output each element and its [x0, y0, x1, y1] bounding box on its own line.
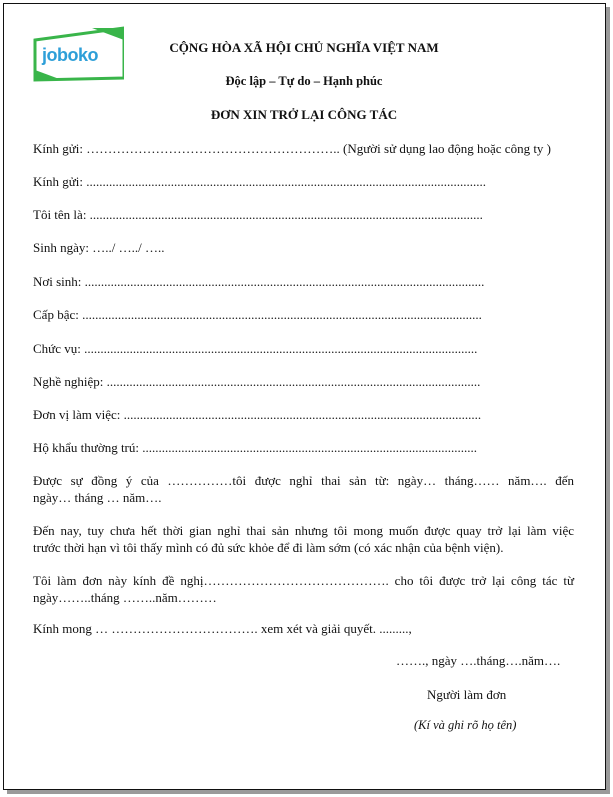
logo-wordmark: joboko	[42, 45, 98, 65]
paragraph-closing: Kính mong … ……………………………. xem xét và giải quyết. .........,	[33, 621, 412, 636]
paragraph-leave-line1: Được sự đồng ý của ……………tôi được nghỉ thai sản từ: ngày… tháng…… năm…. đến	[33, 473, 574, 488]
field-occupation: Nghề nghiệp: ...................................................................................................................	[33, 374, 481, 389]
field-birthplace: Nơi sinh: ...........................................................................................................................	[33, 274, 485, 289]
document-page	[3, 3, 606, 790]
field-name: Tôi tên là: .........................................................................................................................	[33, 207, 483, 222]
paragraph-request-line2: trước thời hạn vì tôi thấy mình có đủ sức khỏe để đi làm sớm (có xác nhận của bệnh viện).	[33, 540, 504, 555]
field-recipient-1: Kính gửi: ………………………………………………….. (Người sử dụng lao động hoặc công ty )	[33, 141, 552, 156]
field-position: Chức vụ: .........................................................................................................................	[33, 341, 478, 356]
signer-note: (Kí và ghi rõ họ tên)	[414, 718, 517, 732]
paragraph-proposal-line2: ngày……..tháng ……..năm………	[33, 590, 217, 605]
paragraph-request-line1: Đến nay, tuy chưa hết thời gian nghỉ thai sản nhưng tôi mong muốn được quay trở lại làm việc	[33, 523, 574, 538]
field-birthdate: Sinh ngày: …../ …../ …..	[33, 240, 165, 255]
field-workplace: Đơn vị làm việc: ..............................................................................................................	[33, 407, 482, 422]
signer-label: Người làm đơn	[427, 687, 507, 702]
field-residence: Hộ khẩu thường trú: .......................................................................................................	[33, 440, 477, 455]
country-heading: CỘNG HÒA XÃ HỘI CHỦ NGHĨA VIỆT NAM	[169, 40, 439, 55]
field-rank: Cấp bậc: ...........................................................................................................................	[33, 307, 482, 322]
paragraph-proposal-line1: Tôi làm đơn này kính đề nghị……………………………………. cho tôi được trở lại công tác từ	[33, 573, 574, 588]
paragraph-leave-line2: ngày… tháng … năm….	[33, 490, 162, 505]
date-line: ……., ngày ….tháng….năm….	[396, 653, 561, 668]
document-title: ĐƠN XIN TRỞ LẠI CÔNG TÁC	[210, 107, 398, 122]
motto: Độc lập – Tự do – Hạnh phúc	[225, 74, 383, 88]
field-recipient-2: Kính gửi: ...........................................................................................................................	[33, 174, 487, 189]
